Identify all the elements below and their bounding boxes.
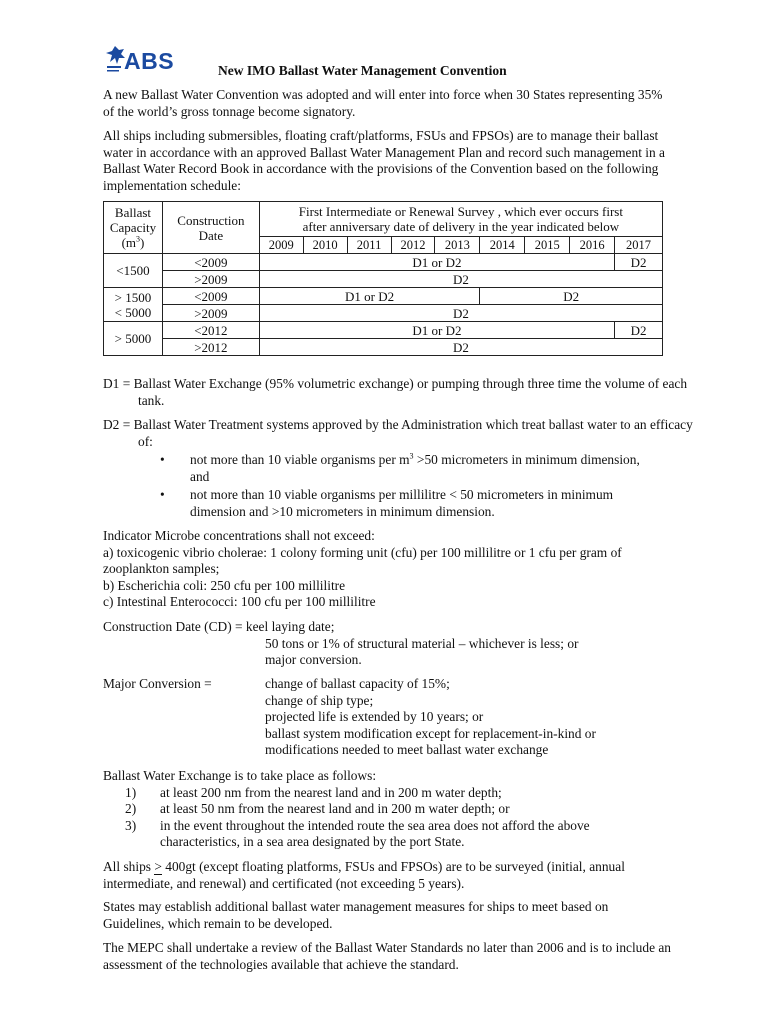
microbe-a: a) toxicogenic vibrio cholerae: 1 colony forming unit (cfu) per 100 millilitre or 1 cfu per gram of zooplankton samples; [103, 544, 622, 576]
requirement-cell: D2 [480, 288, 663, 305]
requirement-cell: D1 or D2 [259, 254, 614, 271]
logo-text: ABS [124, 48, 175, 74]
definition-d1: D1 = Ballast Water Exchange (95% volumetric exchange) or pumping through three time the volume of each tank. [103, 376, 688, 408]
bullet-icon: • [160, 452, 165, 467]
major-conversion-lines: change of ballast capacity of 15%; change of ship type; projected life is extended by 10 years; or ballast system modification except for replacement-in-kind or modifications needed to meet ballast water exchange [265, 676, 596, 757]
mepc-paragraph: The MEPC shall undertake a review of the Ballast Water Standards no later than 2006 and is to include an assessment of the technologies available that achieve the standard. [103, 940, 671, 972]
table-row [104, 339, 663, 356]
table-row [104, 288, 663, 305]
list-item: 2) at least 50 nm from the nearest land and in 200 m water depth; or [125, 801, 510, 816]
microbe-section [103, 528, 673, 611]
header-survey: First Intermediate or Renewal Survey , which ever occurs first after anniversary date of delivery in the year indicated below [259, 202, 662, 237]
table-row [104, 254, 663, 271]
capacity-cell: > 5000 [104, 322, 163, 356]
requirement-cell: D1 or D2 [259, 322, 614, 339]
date-cell: <2009 [162, 288, 259, 305]
list-item: • not more than 10 viable organisms per millilitre < 50 micrometers in minimum dimension and >10 micrometers in minimum dimension. [160, 487, 614, 519]
date-cell: >2012 [162, 339, 259, 356]
list-item: 1) at least 200 nm from the nearest land and in 200 m water depth; [125, 784, 502, 800]
survey-paragraph: All ships > 400gt (except floating platforms, FSUs and FPSOs) are to be surveyed (initial, annual intermediate, and renewal) and certificated (not exceeding 5 years). [103, 859, 625, 891]
header-capacity: Ballast Capacity $(m^3)$ [104, 202, 163, 254]
requirement-cell: D2 [259, 271, 662, 288]
date-cell: <2012 [162, 322, 259, 339]
date-cell: >2009 [162, 305, 259, 322]
microbe-b: b) Escherichia coli: 250 cfu per 100 millilitre [103, 577, 346, 593]
table-row [104, 322, 663, 339]
list-item: 3) in the event throughout the intended route the sea area does not afford the above characteristics, in a sea area designated by the port State. [125, 817, 590, 849]
construction-date-lines: 50 tons or 1% of structural material – whichever is less; or major conversion. [265, 635, 579, 667]
construction-date-label: Construction Date (CD) = keel laying date; [103, 619, 335, 634]
header-construction-date: Construction Date [162, 202, 259, 254]
year-cell: 2011 [347, 237, 391, 254]
capacity-cell: > 1500 < 5000 [104, 288, 163, 322]
requirement-cell: D2 [259, 305, 662, 322]
requirement-cell: D2 [615, 254, 663, 271]
bullet-icon: • [160, 487, 165, 502]
year-cell: 2013 [435, 237, 480, 254]
year-cell: 2017 [615, 237, 663, 254]
date-cell: >2009 [162, 271, 259, 288]
year-cell: 2014 [480, 237, 525, 254]
eagle-icon [104, 44, 126, 74]
page-title: New IMO Ballast Water Management Convention [218, 63, 507, 78]
requirement-cell: D2 [615, 322, 663, 339]
year-cell: 2015 [525, 237, 570, 254]
microbe-c: c) Intestinal Enterococci: 100 cfu per 100 millilitre [103, 594, 376, 609]
microbe-heading: Indicator Microbe concentrations shall not exceed: [103, 528, 375, 543]
date-cell: <2009 [162, 254, 259, 271]
year-cell: 2010 [303, 237, 347, 254]
implementation-schedule-table [103, 201, 663, 356]
requirement-cell: D2 [259, 339, 662, 356]
states-paragraph: States may establish additional ballast water management measures for ships to meet based on Guidelines, which remain to be developed. [103, 899, 609, 931]
requirement-cell: D1 or D2 [259, 288, 480, 305]
year-cell: 2016 [570, 237, 615, 254]
intro-paragraph-1: A new Ballast Water Convention was adopted and will enter into force when 30 States representing 35% of the world’s gross tonnage become signatory. [103, 87, 663, 119]
capacity-cell: <1500 [104, 254, 163, 288]
definition-d2: D2 = Ballast Water Treatment systems approved by the Administration which treat ballast water to an efficacy of: [103, 417, 693, 449]
abs-logo [104, 44, 196, 78]
table-row [104, 305, 663, 322]
intro-paragraph-2: All ships including submersibles, floating craft/platforms, FSUs and FPSOs) are to manage their ballast water in accordance with an approved Ballast Water Management Plan and record such management in a Ballast Water Record Book in accordance with the provisions of the Convention based on the following implementation schedule: [103, 128, 665, 193]
year-cell: 2009 [259, 237, 303, 254]
year-cell: 2012 [391, 237, 435, 254]
table-row [104, 271, 663, 288]
major-conversion-label: Major Conversion = [103, 676, 212, 691]
exchange-heading: Ballast Water Exchange is to take place as follows: [103, 768, 377, 783]
list-item: • not more than 10 viable organisms per $m^3 >50$ micrometers in minimum dimension, and [160, 451, 640, 484]
